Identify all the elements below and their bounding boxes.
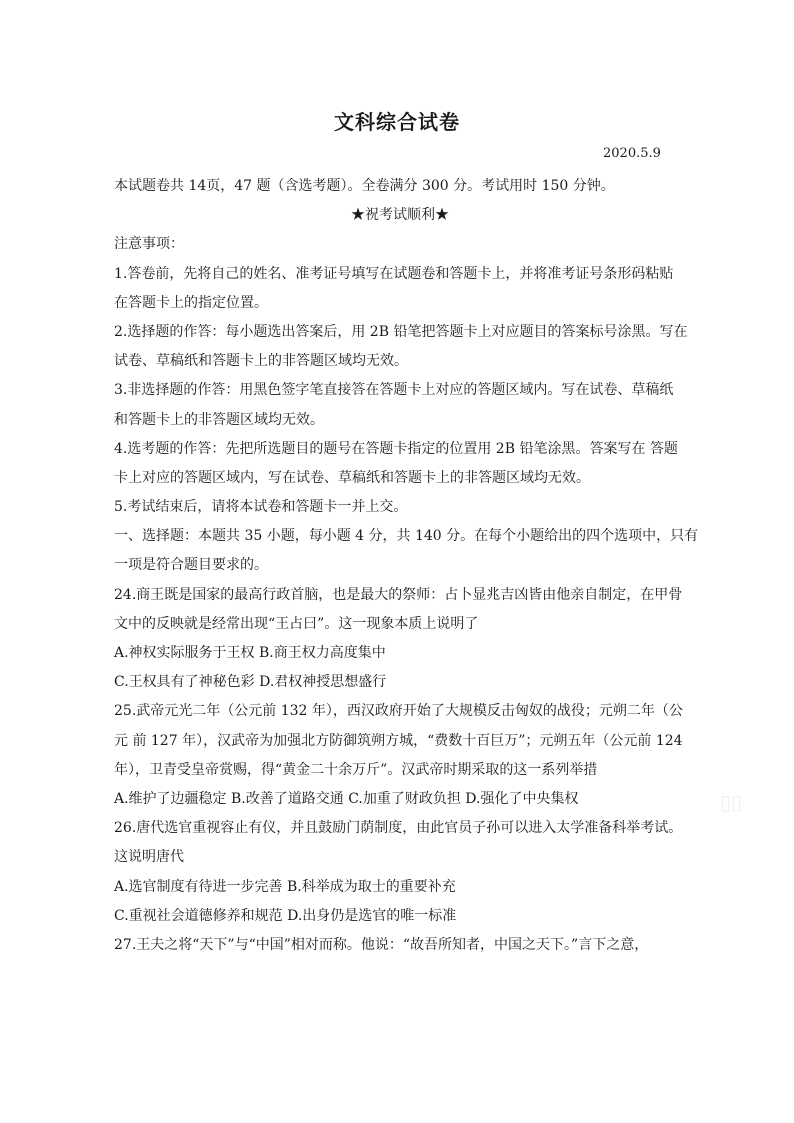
question-26-options-ab: A.选官制度有待进一步完善 B.科举成为取士的重要补充 [114, 878, 456, 895]
notice-item-1: 1.答卷前，先将自己的姓名、准考证号填写在试题卷和答题卡上，并将准考证号条形码粘贴 [114, 265, 674, 282]
question-26-options-cd: C.重视社会道德修养和规范 D.出身仍是选官的唯一标准 [114, 907, 457, 924]
notice-item-4: 4.选考题的作答：先把所选题目的题号在答题卡指定的位置用 2B 铅笔涂黑。答案写在 答题 [114, 440, 678, 457]
section-heading: 一、选择题：本题共 35 小题，每小题 4 分，共 140 分。在每个小题给出的四个选项中，只有 [114, 528, 699, 545]
section-heading-cont: 一项是符合题目要求的。 [114, 557, 268, 574]
notice-item-5: 5.考试结束后，请将本试卷和答题卡一并上交。 [114, 499, 408, 516]
notice-item-2-cont: 试卷、草稿纸和答题卡上的非答题区域均无效。 [114, 353, 408, 370]
question-24-options-ab: A.神权实际服务于王权 B.商王权力高度集中 [114, 645, 386, 661]
notice-item-1-cont: 在答题卡上的指定位置。 [114, 294, 268, 311]
exam-info-line: 本试题卷共 14页，47 题（含选考题）。全卷满分 300 分。考试用时 150 分钟。 [114, 178, 615, 194]
notice-item-2: 2.选择题的作答：每小题选出答案后，用 2B 铅笔把答题卡上对应题目的答案标号涂黑。写在 [114, 323, 688, 340]
question-25-cont-1: 元 前 127 年），汉武帝为加强北方防御筑朔方城，“费数十百巨万”；元朔五年（公元前 124 [114, 732, 683, 749]
exam-date: 2020.5.9 [603, 146, 661, 161]
question-24-cont: 文中的反映就是经常出现“王占曰”。这一现象本质上说明了 [114, 615, 479, 632]
notice-item-4-cont: 卡上对应的答题区域内，写在试卷、草稿纸和答题卡上的非答题区域均无效。 [114, 469, 590, 486]
question-26: 26.唐代选官重视容止有仪，并且鼓励门荫制度，由此官员子孙可以进入太学准备科举考试。 [114, 820, 683, 837]
page-title: 文科综合试卷 [334, 110, 460, 134]
notice-item-3-cont: 和答题卡上的非答题区域均无效。 [114, 411, 324, 428]
exam-body [114, 172, 699, 960]
notice-item-3: 3.非选择题的作答：用黑色签字笔直接答在答题卡上对应的答题区域内。写在试卷、草稿纸 [114, 382, 674, 399]
good-luck-line: ★祝考试顺利★ [351, 207, 449, 224]
question-25-options: A.维护了边疆稳定 B.改善了道路交通 C.加重了财政负担 D.强化了中央集权 [114, 790, 579, 807]
question-24-options-cd: C.王权具有了神秘色彩 D.君权神授思想盛行 [114, 674, 387, 691]
question-26-cont: 这说明唐代 [114, 849, 184, 866]
question-25-cont-2: 年），卫青受皇帝赏赐，得“黄金二十余万斤”。汉武帝时期采取的这一系列举措 [114, 761, 598, 778]
faint-watermark: ▯▯ [720, 790, 743, 814]
question-27: 27.王夫之将“天下”与“中国”相对而称。他说：“故吾所知者，中国之天下。”言下之意， [114, 936, 649, 953]
notice-heading: 注意事项： [114, 236, 184, 253]
question-25: 25.武帝元光二年（公元前 132 年），西汉政府开始了大规模反击匈奴的战役；元朔二年（公 [114, 703, 683, 720]
question-24: 24.商王既是国家的最高行政首脑，也是最大的祭师：占卜显兆吉凶皆由他亲自制定，在甲骨 [114, 586, 683, 603]
